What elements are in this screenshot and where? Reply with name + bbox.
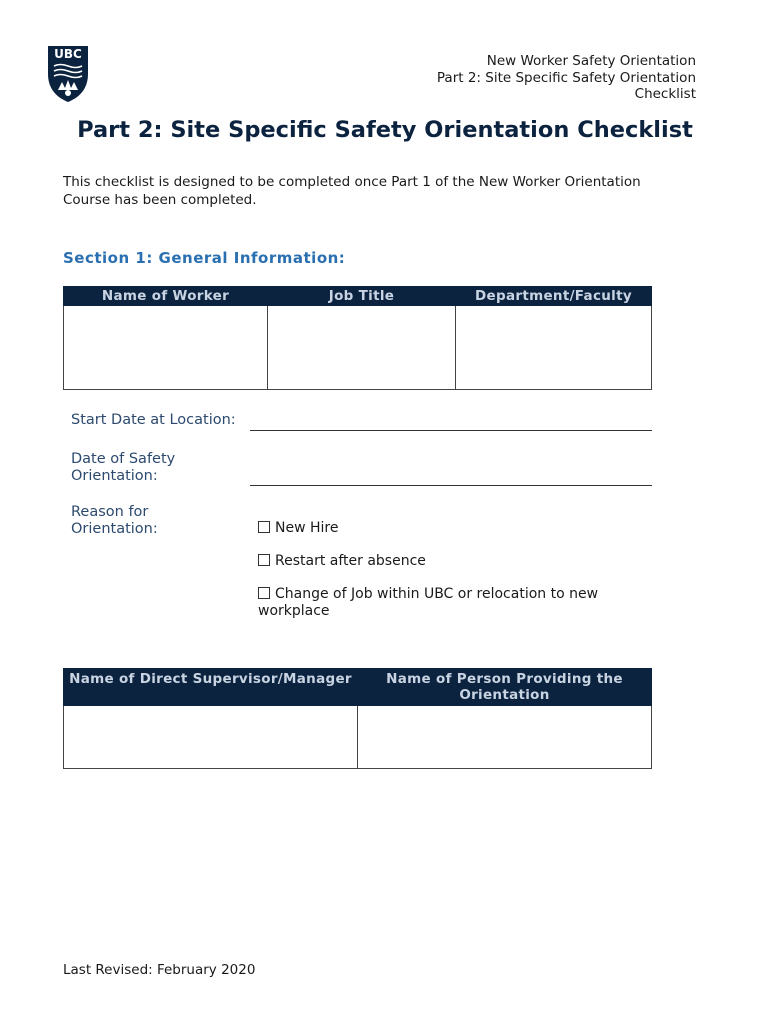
- checkbox[interactable]: [258, 554, 270, 566]
- department-cell[interactable]: [456, 306, 652, 390]
- general-info-table: [63, 286, 652, 390]
- document-header: [437, 53, 696, 103]
- column-header-orientation-provider: [358, 669, 652, 706]
- job-title-cell[interactable]: [268, 306, 456, 390]
- provider-header-line-2: Orientation: [459, 687, 550, 703]
- start-date-label: Start Date at Location:: [71, 412, 236, 428]
- ubc-logo: [46, 44, 90, 104]
- column-header-job-title: Job Title: [268, 287, 456, 306]
- checkbox[interactable]: [258, 521, 270, 533]
- provider-header-line-1: Name of Person Providing the: [386, 671, 623, 687]
- option-label: Restart after absence: [275, 553, 426, 569]
- supervisor-table: [63, 668, 652, 769]
- header-line-1: New Worker Safety Orientation: [486, 53, 696, 69]
- last-revised: Last Revised: February 2020: [63, 962, 256, 978]
- page-title: Part 2: Site Specific Safety Orientation Checklist: [77, 117, 693, 143]
- section-heading: Section 1: General Information:: [63, 249, 346, 267]
- provider-name-cell[interactable]: [358, 706, 652, 769]
- supervisor-name-cell[interactable]: [64, 706, 358, 769]
- option-label: New Hire: [275, 520, 339, 536]
- safety-date-label-line-2: Orientation:: [71, 468, 158, 484]
- option-change-of-job[interactable]: [258, 586, 598, 620]
- column-header-name-of-worker: Name of Worker: [64, 287, 268, 306]
- safety-date-label: [71, 451, 175, 485]
- header-line-2: Part 2: Site Specific Safety Orientation: [436, 69, 696, 86]
- option-restart[interactable]: [258, 553, 426, 570]
- checkbox[interactable]: [258, 587, 270, 599]
- column-header-supervisor: Name of Direct Supervisor/Manager: [64, 669, 358, 706]
- option-new-hire[interactable]: [258, 520, 338, 537]
- safety-date-field[interactable]: [250, 485, 652, 486]
- option-label: Change of Job within UBC or relocation to new: [275, 586, 599, 602]
- reason-label: [71, 504, 158, 538]
- worker-name-cell[interactable]: [64, 306, 268, 390]
- reason-label-line-1: Reason for: [71, 504, 149, 520]
- reason-label-line-2: Orientation:: [71, 521, 158, 537]
- intro-text: This checklist is designed to be completed once Part 1 of the New Worker Orientation Course has been completed.: [63, 174, 641, 208]
- column-header-department: Department/Faculty: [456, 287, 652, 306]
- start-date-field[interactable]: [250, 430, 652, 431]
- header-line-3: Checklist: [634, 86, 696, 102]
- option-label-continued: workplace: [258, 603, 330, 619]
- logo-text: UBC: [54, 47, 82, 61]
- safety-date-label-line-1: Date of Safety: [71, 451, 176, 467]
